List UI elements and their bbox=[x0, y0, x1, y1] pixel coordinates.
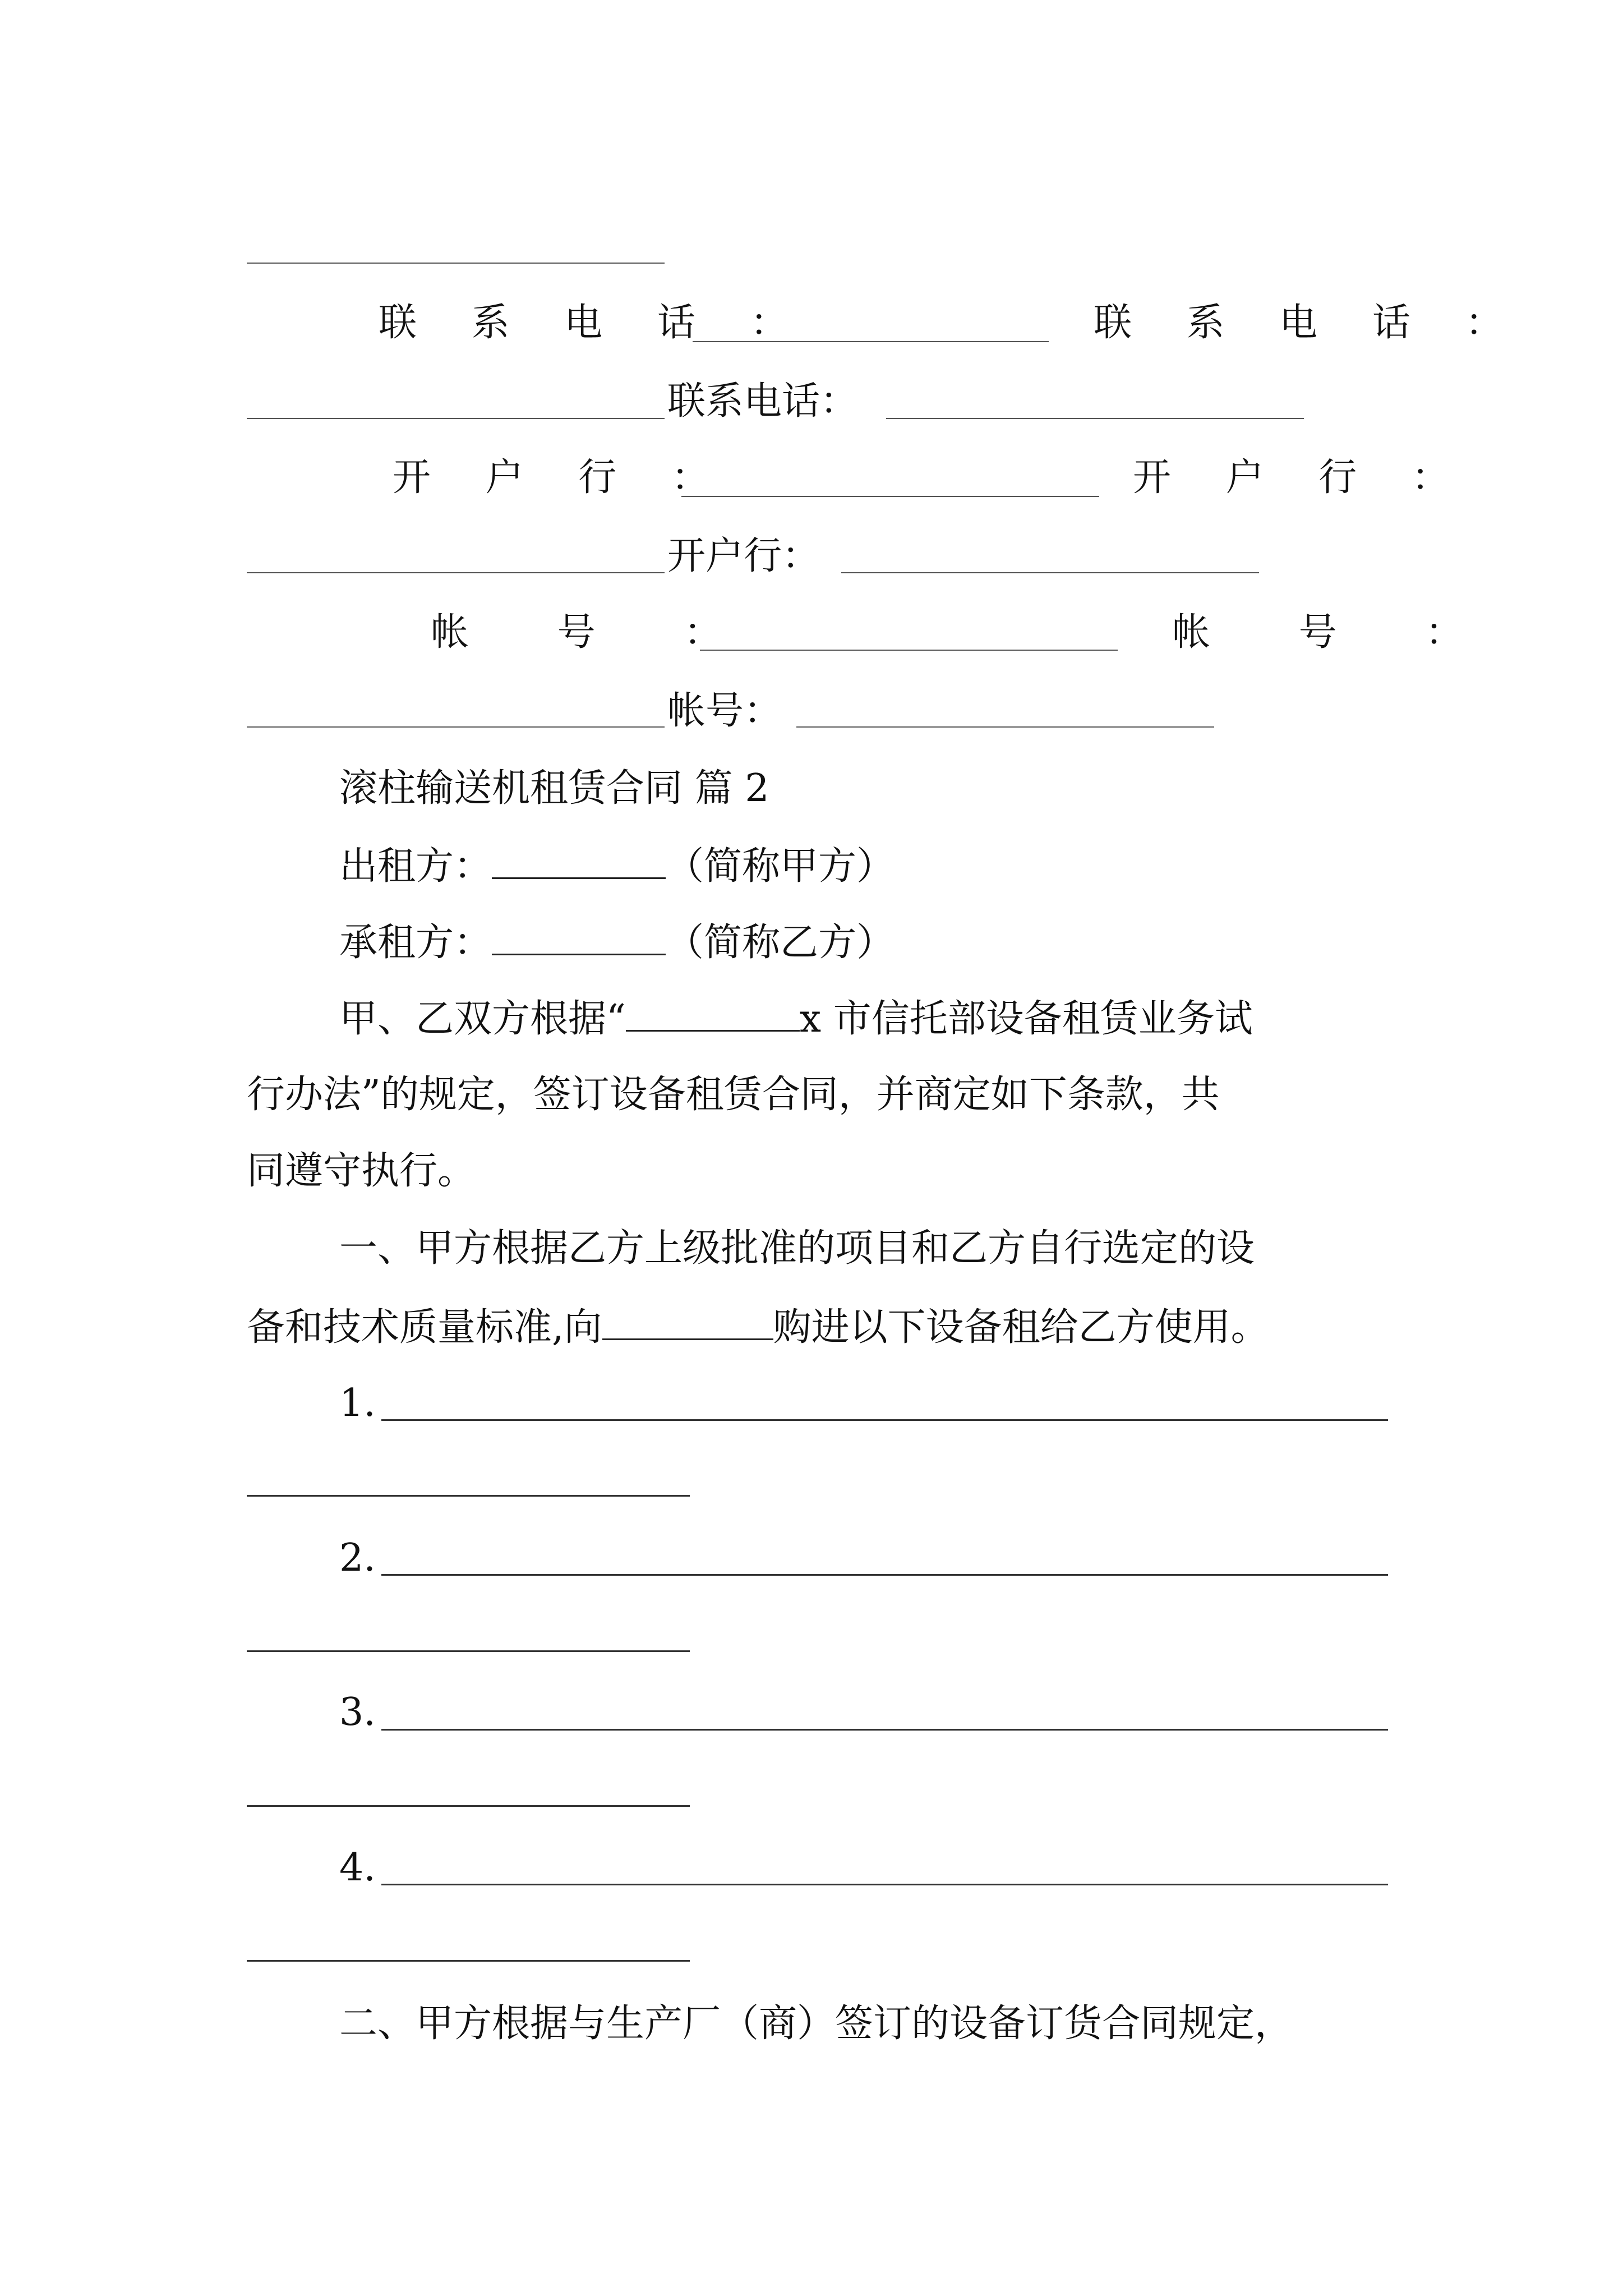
bank-label-lessee: 开 户 行 ： bbox=[1133, 455, 1471, 500]
item-2-number: 2. bbox=[339, 1536, 376, 1580]
lessor-line bbox=[339, 838, 895, 894]
lessor-note: （简称甲方） bbox=[666, 844, 895, 889]
intro-line-1 bbox=[339, 991, 1253, 1046]
intro-line-2: 行办法”的规定，签订设备租赁合同，并商定如下条款，共 bbox=[247, 1073, 1220, 1117]
bank-blank-lessor bbox=[681, 496, 1099, 497]
bank-label-lessor: 开 户 行 ： bbox=[393, 455, 731, 500]
intro-suffix: x 市信托部设备租赁业务试 bbox=[799, 997, 1253, 1041]
item-3-number: 3. bbox=[339, 1690, 376, 1734]
phone-blank-lessee bbox=[247, 418, 665, 419]
clause1-line-1: 一、甲方根据乙方上级批准的项目和乙方自行选定的设 bbox=[339, 1226, 1255, 1271]
bank-blank-lessee bbox=[247, 572, 665, 573]
account-blank-third bbox=[796, 726, 1214, 728]
lessor-name-blank bbox=[492, 838, 666, 879]
item-1-blank-cont bbox=[247, 1495, 690, 1497]
item-4-blank-cont bbox=[247, 1960, 690, 1962]
phone-label-lessor: 联 系 电 话 ： bbox=[379, 301, 810, 345]
intro-city-blank bbox=[626, 991, 800, 1032]
lessee-line bbox=[339, 914, 895, 970]
item-4-number: 4. bbox=[339, 1846, 376, 1890]
item-3-blank bbox=[381, 1729, 1388, 1731]
clause1-line-2 bbox=[247, 1299, 1269, 1355]
account-label-third: 帐号： bbox=[667, 689, 782, 733]
bank-label-third: 开户行： bbox=[667, 534, 820, 578]
clause2-line-1: 二、甲方根据与生产厂（商）签订的设备订货合同规定， bbox=[339, 2001, 1293, 2046]
lessee-label: 承租方： bbox=[339, 921, 492, 965]
bank-blank-third bbox=[841, 572, 1259, 573]
clause1-suffix: 购进以下设备租给乙方使用。 bbox=[773, 1305, 1269, 1350]
item-1-blank bbox=[381, 1419, 1388, 1421]
item-3-blank-cont bbox=[247, 1805, 690, 1807]
phone-label-third: 联系电话： bbox=[667, 379, 859, 424]
phone-label-lessee: 联 系 电 话 ： bbox=[1094, 301, 1525, 345]
item-2-blank bbox=[381, 1574, 1388, 1576]
item-4-blank bbox=[381, 1884, 1388, 1885]
phone-blank-lessor bbox=[693, 341, 1049, 342]
clause1-prefix: 备和技术质量标准,向 bbox=[247, 1305, 602, 1350]
lessor-label: 出租方： bbox=[339, 844, 492, 889]
signature-line bbox=[247, 263, 665, 264]
lessee-name-blank bbox=[492, 914, 666, 955]
intro-prefix: 甲、乙双方根据“ bbox=[339, 997, 626, 1041]
account-label-lessee: 帐 号 ： bbox=[1172, 610, 1502, 655]
clause1-supplier-blank bbox=[602, 1299, 773, 1340]
phone-blank-third bbox=[886, 418, 1304, 419]
account-blank-lessee bbox=[247, 726, 665, 728]
item-1-number: 1. bbox=[339, 1381, 376, 1425]
account-blank-lessor bbox=[700, 650, 1118, 651]
account-label-lessor: 帐 号 ： bbox=[431, 610, 760, 655]
lessee-note: （简称乙方） bbox=[666, 921, 895, 965]
item-2-blank-cont bbox=[247, 1650, 690, 1652]
intro-line-3: 同遵守执行。 bbox=[247, 1149, 476, 1193]
contract-title: 滚柱输送机租赁合同 篇 2 bbox=[339, 766, 769, 811]
